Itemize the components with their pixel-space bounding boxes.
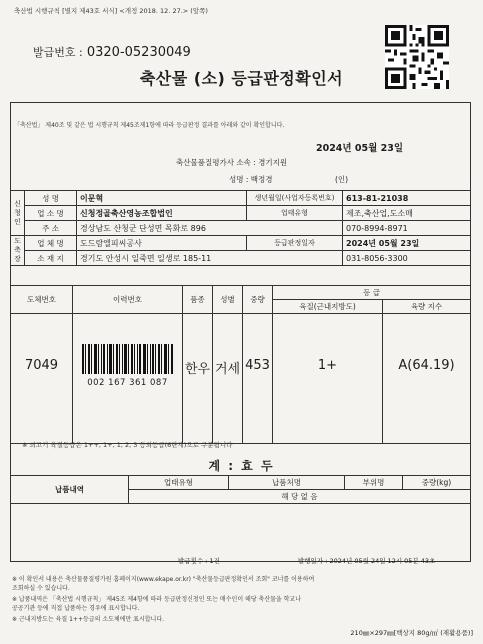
- issue-count: 발급횟수 : 1건: [178, 557, 220, 565]
- issue-number-value: 0320-05230049: [86, 45, 191, 60]
- trace-number-header: 이력번호: [73, 286, 183, 314]
- certificate-date: 2024년 05월 23일: [315, 143, 403, 154]
- business-type-label: 업태유형: [247, 206, 343, 221]
- yield-grade-header: 육량 지수: [383, 300, 471, 314]
- weight-header: 중량: [243, 286, 273, 314]
- delivery-label: 납품내역: [11, 476, 129, 504]
- slaughterhouse-side-label: 도축장: [11, 236, 25, 266]
- issue-datetime: 발행일자 : 2024년 05월 24일 12시 05분 43초: [298, 557, 436, 565]
- trace-number-cell: [73, 314, 183, 444]
- applicant-name-label: 성 명: [25, 191, 77, 206]
- barcode: [82, 344, 174, 374]
- applicant-id-label: 생년월일(사업자등록번호): [247, 191, 343, 206]
- breed-header: 품종: [183, 286, 213, 314]
- delivery-table: [10, 475, 471, 504]
- slaughterhouse-address: 경기도 안성시 일죽면 일생로 185-11: [77, 251, 343, 266]
- delivery-destination-header: 납품처명: [229, 476, 345, 490]
- seal-mark: (인): [334, 175, 349, 184]
- grader-name: 백정경: [250, 175, 273, 184]
- delivery-blank: 해 당 없 음: [129, 490, 471, 504]
- breed-value: 한우: [183, 314, 213, 444]
- sex-header: 성별: [213, 286, 243, 314]
- document-title: 축산물 (소) 등급판정확인서: [139, 69, 344, 88]
- footnote-3: ※ 납품내역은 「축산법 시행규칙」 제45조 제4항에 따라 등급판정신청인 또는 매수인이 해당 축산물을 학교나: [12, 596, 302, 603]
- applicant-id: 613-81-21038: [343, 191, 471, 206]
- form-header: 축산법 시행규칙 [별지 제43호 서식] <개정 2018. 12. 27.> (앞쪽): [14, 7, 208, 15]
- grade-table: [10, 285, 471, 444]
- yield-grade-value: A(64.19): [383, 314, 471, 444]
- footnote-2: 조회하실 수 있습니다.: [12, 585, 70, 592]
- sex-value: 거세: [213, 314, 243, 444]
- delivery-weight-header: 중량(kg): [403, 476, 471, 490]
- business-name: 신청정골축산영농조합법인: [77, 206, 247, 221]
- grader-organization: 축산물품질평가사 소속 : 경기지원: [176, 158, 288, 167]
- legal-statement: 「축산법」 제40조 및 같은 법 시행규칙 제45조제1항에 따라 등급판정 결과를 아래와 같이 확인합니다.: [14, 122, 285, 129]
- carcass-number: 7049: [11, 314, 73, 444]
- applicant-phone: 070-8994-8971: [343, 221, 471, 236]
- grader-name-row: [229, 174, 348, 185]
- carcass-number-header: 도체번호: [11, 286, 73, 314]
- grading-date: 2024년 05월 23일: [343, 236, 471, 251]
- paper-spec: 210㎜×297㎜[백상지 80g/㎡ (재활용품)]: [350, 629, 473, 637]
- slaughterhouse-name: 도드람엘피씨공사: [77, 236, 247, 251]
- applicant-slaughterhouse-table: [10, 190, 471, 266]
- applicant-address-label: 주 소: [25, 221, 77, 236]
- applicant-address: 경상남도 산청군 단성면 목화로 896: [77, 221, 343, 236]
- grader-name-label: 성명 :: [229, 175, 249, 184]
- business-type: 제조,축산업,도소매: [343, 206, 471, 221]
- slaughterhouse-phone: 031-8056-3300: [343, 251, 471, 266]
- applicant-name: 이문혁: [77, 191, 247, 206]
- quality-grade-header: 육질(근내지방도): [273, 300, 383, 314]
- footnote-5: ※ 근내지방도는 육질 1++등급의 소도체에만 표시합니다.: [12, 616, 165, 623]
- delivery-type-header: 업태유형: [129, 476, 229, 490]
- grade-header: 등 급: [273, 286, 471, 300]
- grading-date-label: 등급판정일자: [247, 236, 343, 251]
- issue-number-label: 발급번호 :: [33, 46, 83, 59]
- business-name-label: 업 소 명: [25, 206, 77, 221]
- grade-note: ※ 쇠고기 육질등급은 1++, 1+, 1, 2, 3 등외등급(6단계)으로 구분됩니다: [22, 441, 233, 449]
- delivery-part-header: 부위명: [345, 476, 403, 490]
- footnote-1: ※ 이 확인서 내용은 축산물품질평가원 홈페이지(www.ekape.or.kr) "축산물등급판정확인서 조회" 코너를 이용하여: [12, 576, 315, 583]
- total-summary: 계 : 효 두: [208, 459, 275, 473]
- slaughterhouse-address-label: 소 재 지: [25, 251, 77, 266]
- slaughterhouse-name-label: 업 체 명: [25, 236, 77, 251]
- weight-value: 453: [243, 314, 273, 444]
- footnote-4: 공공기관 등에 직접 납품하는 경우에 표시합니다.: [12, 605, 140, 612]
- trace-number: 002 167 361 087: [87, 378, 168, 388]
- applicant-side-label: 신청인: [11, 191, 25, 236]
- issue-number: [33, 44, 191, 60]
- quality-grade-value: 1+: [273, 314, 383, 444]
